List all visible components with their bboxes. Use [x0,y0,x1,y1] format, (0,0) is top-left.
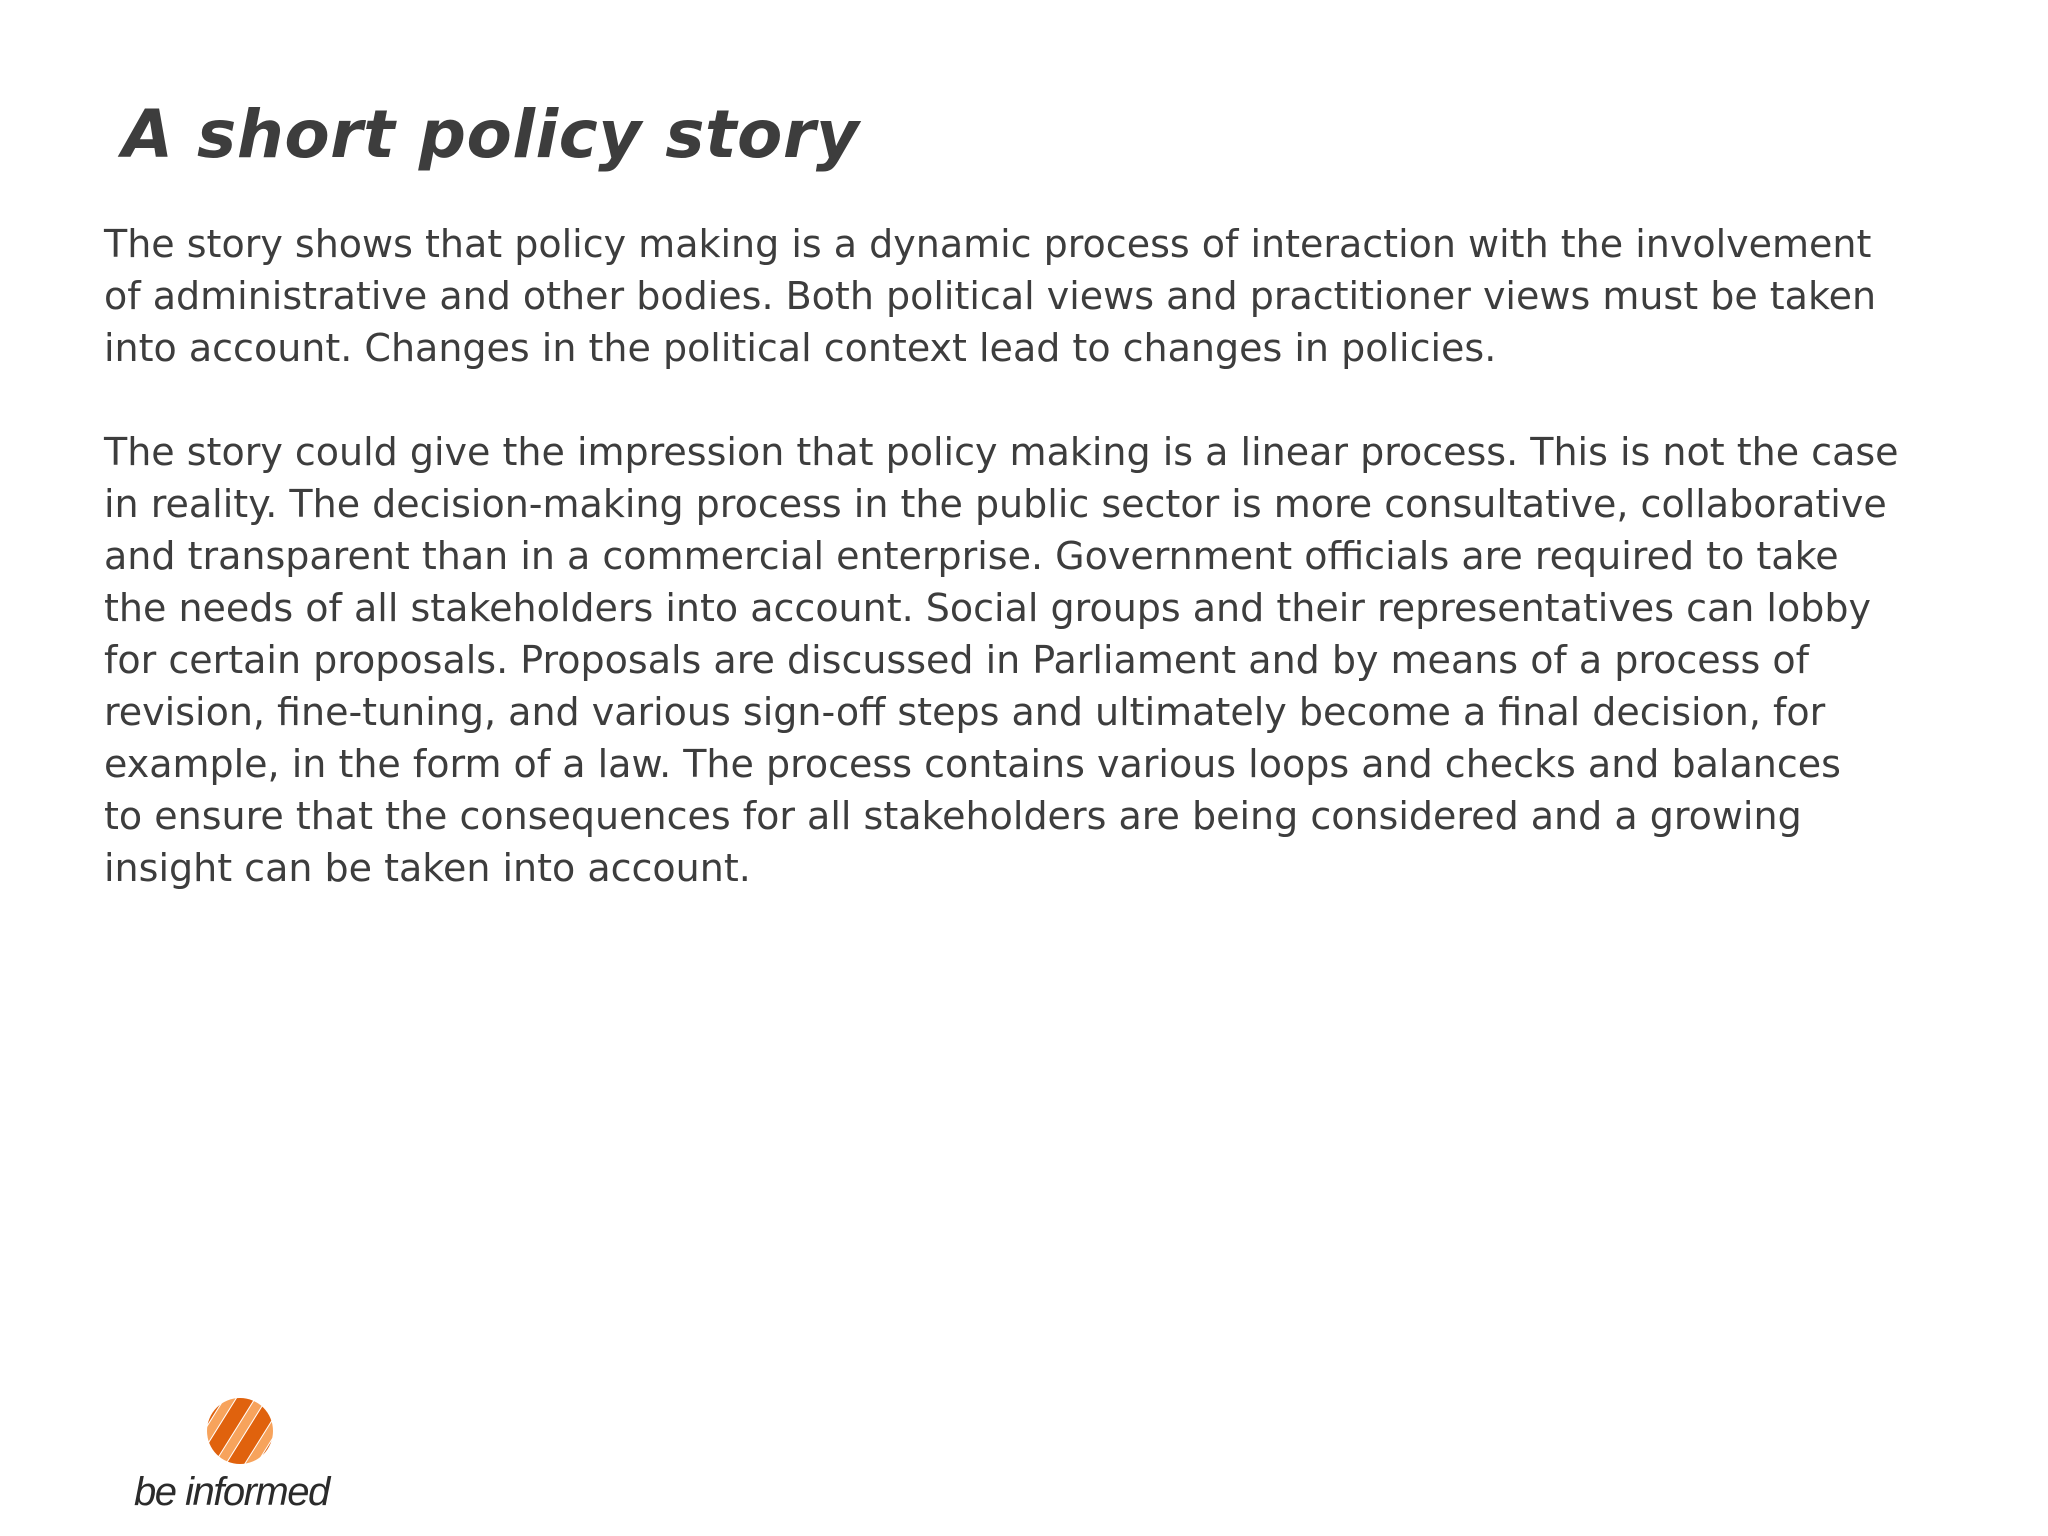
paragraph-line: revision, fine-tuning, and various sign-off steps and ultimately become a final decision, for [104,690,1826,734]
paragraph-line: the needs of all stakeholders into account. Social groups and their representatives can lobby [104,586,1871,630]
paragraph-2 [104,426,1984,894]
paragraph-line: The story could give the impression that policy making is a linear process. This is not the case [104,430,1899,474]
paragraph-line: insight can be taken into account. [104,846,751,890]
paragraph-line: in reality. The decision-making process in the public sector is more consultative, collaborative [104,482,1887,526]
paragraph-line: for certain proposals. Proposals are discussed in Parliament and by means of a process of [104,638,1809,682]
paragraph-line: into account. Changes in the political context lead to changes in policies. [104,326,1497,370]
paragraph-line: The story shows that policy making is a dynamic process of interaction with the involvement [104,222,1872,266]
paragraph-line: to ensure that the consequences for all stakeholders are being considered and a growing [104,794,1802,838]
paragraph-line: of administrative and other bodies. Both political views and practitioner views must be taken [104,274,1877,318]
paragraph-1 [104,218,1984,374]
paragraph-line: and transparent than in a commercial enterprise. Government officials are required to take [104,534,1839,578]
logo-text: be informed [134,1470,329,1514]
company-logo [134,1394,354,1524]
orange-stripes-sphere-logo-icon [200,1394,280,1468]
slide-title: A short policy story [122,96,860,173]
paragraph-line: example, in the form of a law. The process contains various loops and checks and balances [104,742,1841,786]
slide-body [104,218,1984,946]
